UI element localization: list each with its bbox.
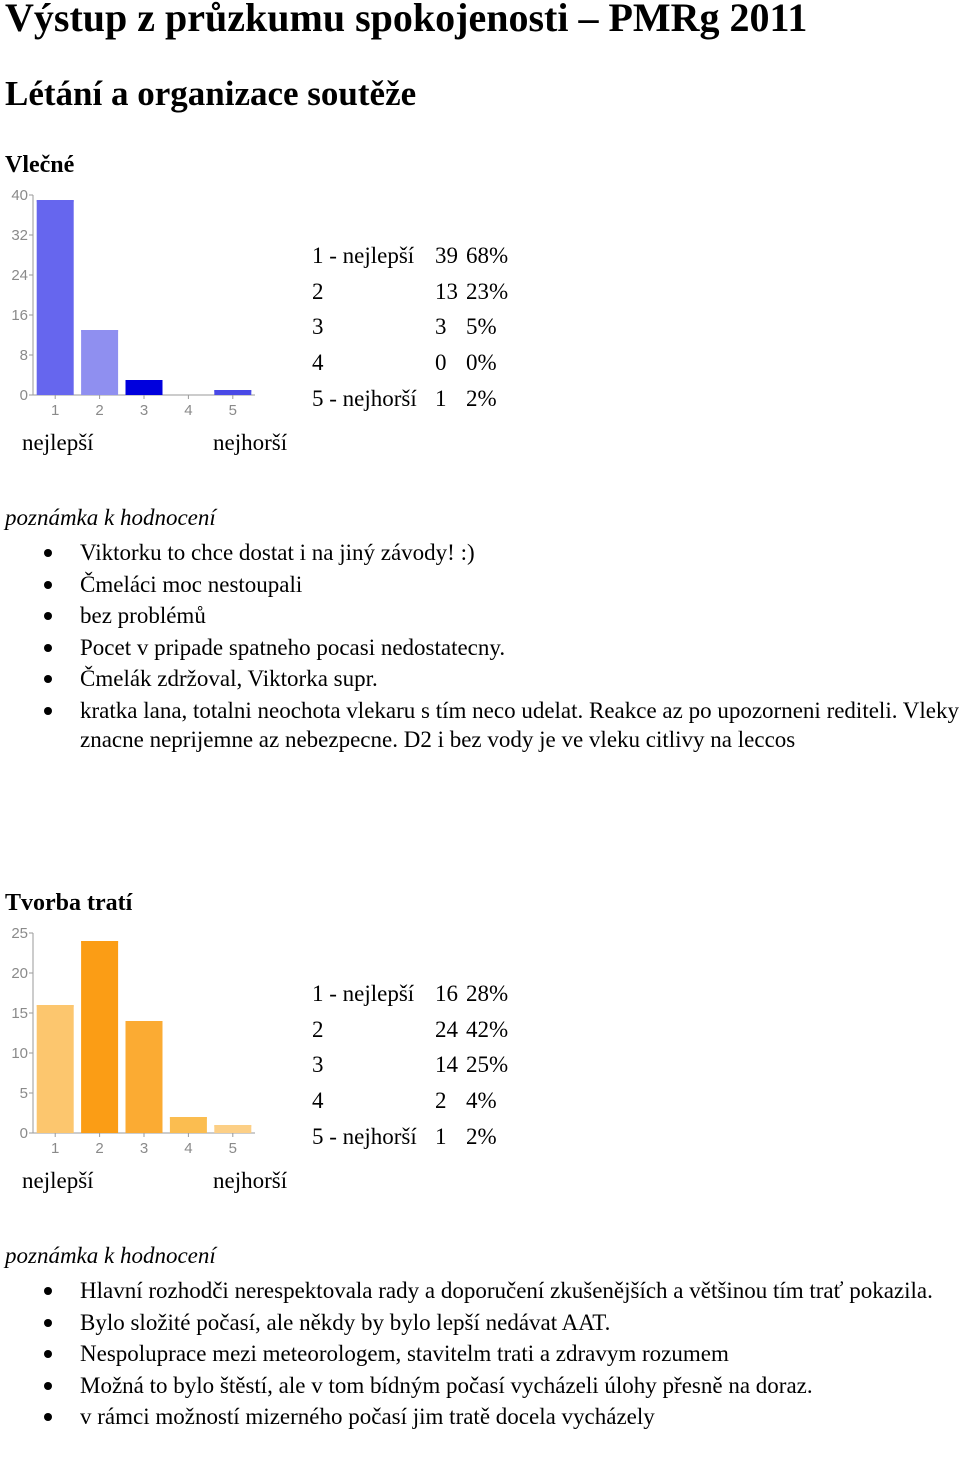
x-tick-label: 4 bbox=[184, 402, 193, 419]
x-tick-label: 3 bbox=[139, 402, 149, 419]
stats-count: 3 bbox=[435, 314, 447, 340]
stats-label: 5 - nejhorší bbox=[312, 386, 417, 412]
y-tick-label: 0 bbox=[19, 1125, 28, 1142]
y-tick-label: 0 bbox=[19, 387, 28, 404]
section-title: Létání a organizace soutěže bbox=[5, 74, 417, 113]
bar bbox=[81, 330, 118, 395]
notes-list-vlecne bbox=[0, 538, 960, 757]
bar-top-edge bbox=[214, 1125, 251, 1127]
stats-row bbox=[312, 381, 508, 417]
list-item: kratka lana, totalni neochota vlekaru s tím neco udelat. Reakce az po upozorneni rediteli. Vleky znacne neprijemne az nebezpecne. D2 i bez vody je ve vleku citlivy na leccos bbox=[0, 696, 960, 754]
y-tick-label: 20 bbox=[11, 965, 28, 982]
list-item: Pocet v pripade spatneho pocasi nedostatecny. bbox=[0, 633, 960, 662]
y-tick-label: 8 bbox=[19, 347, 28, 364]
stats-count: 2 bbox=[435, 1088, 447, 1114]
x-tick-label: 3 bbox=[139, 1140, 149, 1157]
x-tick-label: 2 bbox=[95, 402, 104, 419]
bar-top-edge bbox=[81, 941, 118, 943]
stats-count: 24 bbox=[435, 1016, 458, 1042]
stats-percent: 68% bbox=[466, 242, 509, 268]
stats-count: 16 bbox=[435, 980, 458, 1006]
x-tick-label: 1 bbox=[51, 402, 60, 419]
stats-row bbox=[312, 238, 508, 274]
bar-chart-vlecne bbox=[0, 180, 270, 420]
stats-count: 1 bbox=[435, 386, 447, 412]
stats-count: 0 bbox=[435, 350, 447, 376]
list-item: Možná to bylo štěstí, ale v tom bídným počasí vycházeli úlohy přesně na doraz. bbox=[0, 1371, 960, 1400]
bar-chart-tvorba-trati bbox=[0, 918, 270, 1158]
legend-worst: nejhorší bbox=[213, 430, 288, 455]
bar bbox=[37, 1005, 74, 1133]
question-title-tvorba-trati: Tvorba tratí bbox=[5, 890, 133, 916]
stats-count: 14 bbox=[435, 1052, 458, 1078]
x-tick-label: 4 bbox=[184, 1140, 193, 1157]
stats-table-tvorba-trati bbox=[312, 976, 508, 1155]
page-title: Výstup z průzkumu spokojenosti – PMRg 2011 bbox=[5, 0, 808, 40]
bar bbox=[170, 1117, 207, 1133]
x-tick-label: 1 bbox=[51, 1140, 60, 1157]
bar-top-edge bbox=[214, 390, 251, 392]
stats-label: 3 bbox=[312, 314, 324, 340]
list-item: v rámci možností mizerného počasí jim tratě docela vycházely bbox=[0, 1402, 960, 1431]
stats-count: 39 bbox=[435, 242, 458, 268]
y-tick-label: 5 bbox=[19, 1085, 28, 1102]
stats-row bbox=[312, 1012, 508, 1048]
stats-count: 1 bbox=[435, 1124, 447, 1150]
stats-row bbox=[312, 345, 508, 381]
y-tick-label: 32 bbox=[11, 227, 28, 244]
stats-row bbox=[312, 1083, 508, 1119]
notes-list-tvorba-trati bbox=[0, 1276, 960, 1434]
stats-label: 4 bbox=[312, 1088, 324, 1114]
stats-percent: 2% bbox=[466, 1124, 497, 1150]
stats-percent: 2% bbox=[466, 386, 497, 412]
list-item: Nespoluprace mezi meteorologem, stavitelm trati a zdravym rozumem bbox=[0, 1339, 960, 1368]
list-item: bez problémů bbox=[0, 601, 960, 630]
stats-label: 4 bbox=[312, 350, 324, 376]
y-tick-label: 16 bbox=[11, 307, 28, 324]
bar-top-edge bbox=[81, 330, 118, 332]
stats-label: 2 bbox=[312, 1016, 324, 1042]
bar-top-edge bbox=[170, 1117, 207, 1119]
list-item: Čmeláci moc nestoupali bbox=[0, 570, 960, 599]
notes-heading: poznámka k hodnocení bbox=[5, 1243, 216, 1268]
stats-label: 2 bbox=[312, 278, 324, 304]
x-tick-label: 5 bbox=[228, 1140, 237, 1157]
notes-heading: poznámka k hodnocení bbox=[5, 505, 216, 530]
legend-best: nejlepší bbox=[22, 430, 94, 455]
y-tick-label: 40 bbox=[11, 187, 28, 204]
stats-percent: 25% bbox=[466, 1052, 509, 1078]
stats-row bbox=[312, 310, 508, 346]
bar bbox=[81, 941, 118, 1133]
list-item: Bylo složité počasí, ale někdy by bylo lepší nedávat AAT. bbox=[0, 1308, 960, 1337]
y-tick-label: 10 bbox=[11, 1045, 28, 1062]
x-tick-label: 2 bbox=[95, 1140, 104, 1157]
stats-label: 1 - nejlepší bbox=[312, 980, 415, 1006]
stats-percent: 42% bbox=[466, 1016, 509, 1042]
stats-table-vlecne bbox=[312, 238, 508, 417]
stats-count: 13 bbox=[435, 278, 458, 304]
list-item: Čmelák zdržoval, Viktorka supr. bbox=[0, 664, 960, 693]
legend-worst: nejhorší bbox=[213, 1168, 288, 1193]
bar bbox=[126, 380, 163, 395]
stats-label: 1 - nejlepší bbox=[312, 242, 415, 268]
stats-percent: 23% bbox=[466, 278, 509, 304]
y-tick-label: 15 bbox=[11, 1005, 28, 1022]
bar-top-edge bbox=[126, 380, 163, 382]
y-tick-label: 24 bbox=[11, 267, 28, 284]
bar-top-edge bbox=[37, 200, 74, 202]
stats-percent: 28% bbox=[466, 980, 509, 1006]
stats-row bbox=[312, 274, 508, 310]
x-tick-label: 5 bbox=[228, 402, 237, 419]
list-item: Hlavní rozhodči nerespektovala rady a doporučení zkušenějších a většinou tím trať pokazila. bbox=[0, 1276, 960, 1305]
stats-row bbox=[312, 1048, 508, 1084]
y-tick-label: 25 bbox=[11, 925, 28, 942]
stats-row bbox=[312, 976, 508, 1012]
stats-label: 3 bbox=[312, 1052, 324, 1078]
stats-percent: 4% bbox=[466, 1088, 497, 1114]
bar bbox=[126, 1021, 163, 1133]
stats-label: 5 - nejhorší bbox=[312, 1124, 417, 1150]
question-title-vlecne: Vlečné bbox=[5, 152, 75, 178]
bar-top-edge bbox=[37, 1005, 74, 1007]
list-item: Viktorku to chce dostat i na jiný závody! :) bbox=[0, 538, 960, 567]
stats-row bbox=[312, 1119, 508, 1155]
bar-top-edge bbox=[126, 1021, 163, 1023]
bar bbox=[37, 200, 74, 395]
stats-percent: 0% bbox=[466, 350, 497, 376]
stats-percent: 5% bbox=[466, 314, 497, 340]
legend-best: nejlepší bbox=[22, 1168, 94, 1193]
